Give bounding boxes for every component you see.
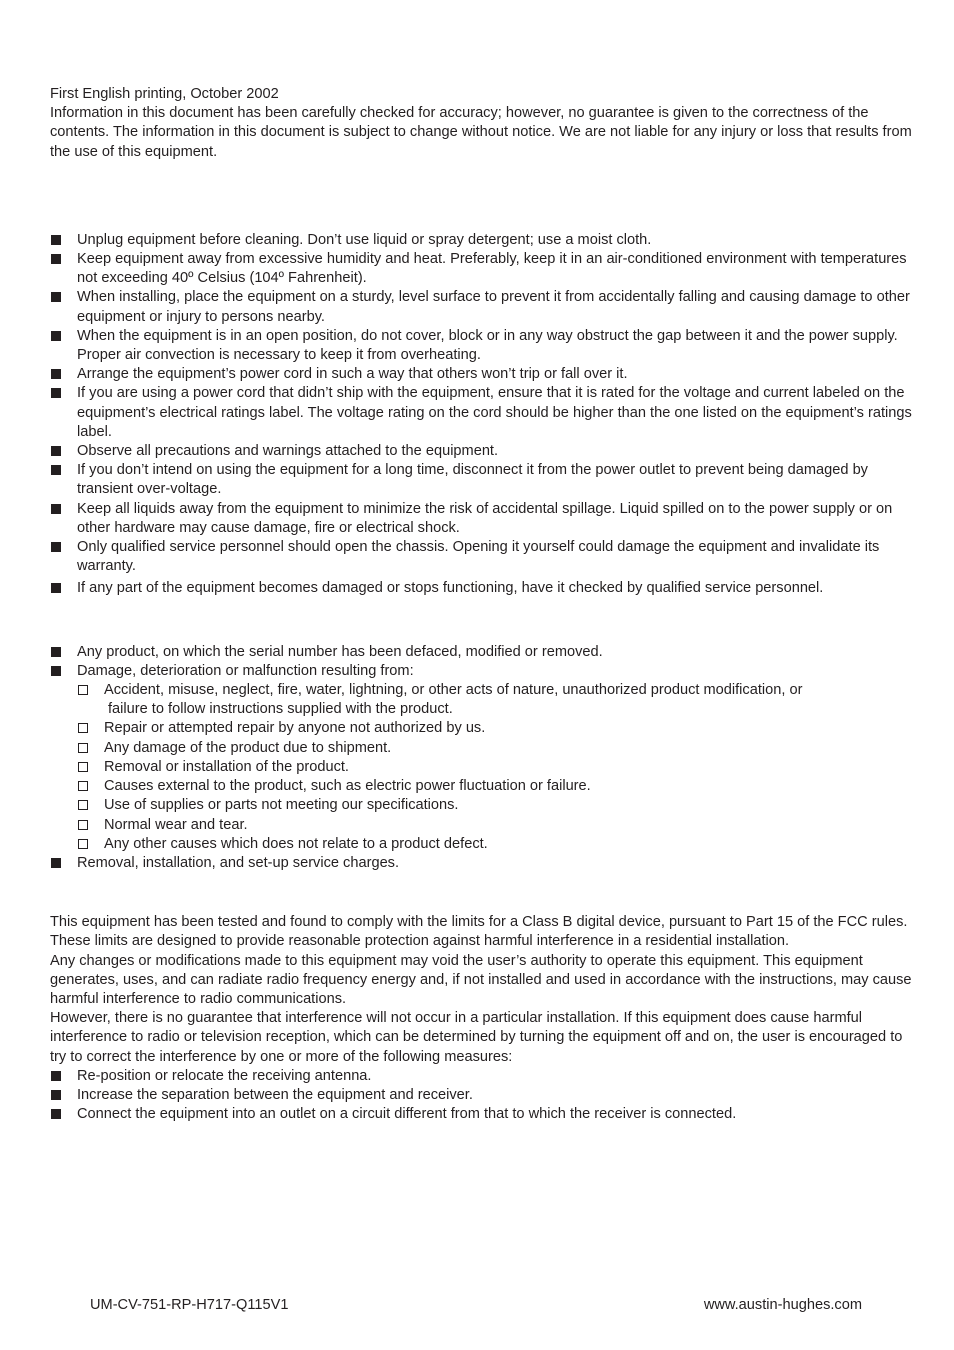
bullet-square-icon bbox=[51, 1090, 61, 1100]
checkbox-outline-icon bbox=[78, 781, 88, 791]
list-item: If you don’t intend on using the equipment for a long time, disconnect it from the power outlet to prevent being damaged by transient over-voltage. bbox=[50, 461, 912, 499]
checkbox-outline-icon bbox=[78, 743, 88, 753]
checkbox-outline-icon bbox=[78, 685, 88, 695]
bullet-square-icon bbox=[51, 292, 61, 302]
bullet-square-icon bbox=[51, 235, 61, 245]
checkbox-outline-icon bbox=[78, 839, 88, 849]
bullet-square-icon bbox=[51, 583, 61, 593]
sub-list-item: Repair or attempted repair by anyone not authorized by us. bbox=[50, 719, 912, 738]
page-footer bbox=[90, 1296, 862, 1315]
fcc-paragraph-3: However, there is no guarantee that interference will not occur in a particular installation. If this equipment does cause harmful interference to radio or television reception, which can be determined by turning the equipment off and on, the user is encouraged to try to correct the interference by one or more of the following measures: bbox=[50, 1010, 903, 1065]
warranty-exclusions-list bbox=[50, 643, 912, 873]
sub-list-item: Removal or installation of the product. bbox=[50, 758, 912, 777]
bullet-square-icon bbox=[51, 666, 61, 676]
sub-list-item: Use of supplies or parts not meeting our specifications. bbox=[50, 796, 912, 815]
fcc-paragraph-1: This equipment has been tested and found to comply with the limits for a Class B digital device, pursuant to Part 15 of the FCC rules. These limits are designed to provide reasonable protection against harmful interference in a residential installation. bbox=[50, 914, 908, 950]
checkbox-outline-icon bbox=[78, 800, 88, 810]
bullet-square-icon bbox=[51, 858, 61, 868]
sub-list-item: Normal wear and tear. bbox=[50, 816, 912, 835]
website-url: www.austin-hughes.com bbox=[703, 1297, 862, 1313]
checkbox-outline-icon bbox=[78, 820, 88, 830]
bullet-square-icon bbox=[51, 465, 61, 475]
bullet-square-icon bbox=[51, 1071, 61, 1081]
bullet-square-icon bbox=[51, 542, 61, 552]
list-item: Damage, deterioration or malfunction resulting from: bbox=[50, 662, 912, 681]
list-item: Connect the equipment into an outlet on a circuit different from that to which the receiver is connected. bbox=[50, 1105, 912, 1124]
document-page bbox=[50, 85, 912, 1124]
checkbox-outline-icon bbox=[78, 723, 88, 733]
sub-list-item: Causes external to the product, such as electric power fluctuation or failure. bbox=[50, 777, 912, 796]
list-item: Increase the separation between the equipment and receiver. bbox=[50, 1086, 912, 1105]
sub-list-item: Any other causes which does not relate to a product defect. bbox=[50, 835, 912, 854]
list-item: When the equipment is in an open position, do not cover, block or in any way obstruct the gap between it and the power supply. Proper air convection is necessary to keep it from overheating. bbox=[50, 327, 912, 365]
list-item: Unplug equipment before cleaning. Don’t use liquid or spray detergent; use a moist cloth. bbox=[50, 231, 912, 250]
printing-line: First English printing, October 2002 bbox=[50, 86, 279, 102]
list-item: Observe all precautions and warnings attached to the equipment. bbox=[50, 442, 912, 461]
bullet-square-icon bbox=[51, 504, 61, 514]
list-item: If you are using a power cord that didn’t ship with the equipment, ensure that it is rated for the voltage and current labeled on the equipment’s electrical ratings label. The voltage rating on the cord should be higher than the one listed on the equipment’s ratings label. bbox=[50, 384, 912, 442]
list-item: Keep equipment away from excessive humidity and heat. Preferably, keep it in an air-conditioned environment with temperatures not exceeding 40º Celsius (104º Fahrenheit). bbox=[50, 250, 912, 288]
bullet-square-icon bbox=[51, 446, 61, 456]
bullet-square-icon bbox=[51, 647, 61, 657]
safety-list bbox=[50, 231, 912, 599]
checkbox-outline-icon bbox=[78, 762, 88, 772]
bullet-square-icon bbox=[51, 388, 61, 398]
list-item: Only qualified service personnel should open the chassis. Opening it yourself could damage the equipment and invalidate its warranty. bbox=[50, 538, 912, 576]
document-code: UM-CV-751-RP-H717-Q115V1 bbox=[90, 1297, 289, 1313]
fcc-paragraph-2: Any changes or modifications made to this equipment may void the user’s authority to operate this equipment. This equipment generates, uses, and can radiate radio frequency energy and, if not installed and used in accordance with the instructions, may cause harmful interference to radio communications. bbox=[50, 952, 912, 1007]
sub-list-item: Accident, misuse, neglect, fire, water, lightning, or other acts of nature, unauthorized product modification, or failure to follow instructions supplied with the product. bbox=[50, 681, 912, 719]
bullet-square-icon bbox=[51, 369, 61, 379]
list-item: Arrange the equipment’s power cord in such a way that others won’t trip or fall over it. bbox=[50, 365, 912, 384]
list-item: When installing, place the equipment on a sturdy, level surface to prevent it from accidentally falling and causing damage to other equipment or injury to persons nearby. bbox=[50, 288, 912, 326]
list-item: Re-position or relocate the receiving antenna. bbox=[50, 1067, 912, 1086]
list-item: Removal, installation, and set-up service charges. bbox=[50, 854, 912, 873]
bullet-square-icon bbox=[51, 1109, 61, 1119]
list-item: If any part of the equipment becomes damaged or stops functioning, have it checked by qualified service personnel. bbox=[50, 579, 912, 598]
bullet-square-icon bbox=[51, 331, 61, 341]
list-item: Keep all liquids away from the equipment to minimize the risk of accidental spillage. Liquid spilled on to the power supply or on other hardware may cause damage, fire or electrical shock. bbox=[50, 500, 912, 538]
bullet-square-icon bbox=[51, 254, 61, 264]
sub-list-item: Any damage of the product due to shipment. bbox=[50, 739, 912, 758]
list-item: Any product, on which the serial number has been defaced, modified or removed. bbox=[50, 643, 912, 662]
fcc-measures-list bbox=[50, 1067, 912, 1125]
disclaimer-paragraph: Information in this document has been carefully checked for accuracy; however, no guarantee is given to the correctness of the contents. The information in this document is subject to change without notice. We are not liable for any injury or loss that results from the use of this equipment. bbox=[50, 105, 912, 160]
